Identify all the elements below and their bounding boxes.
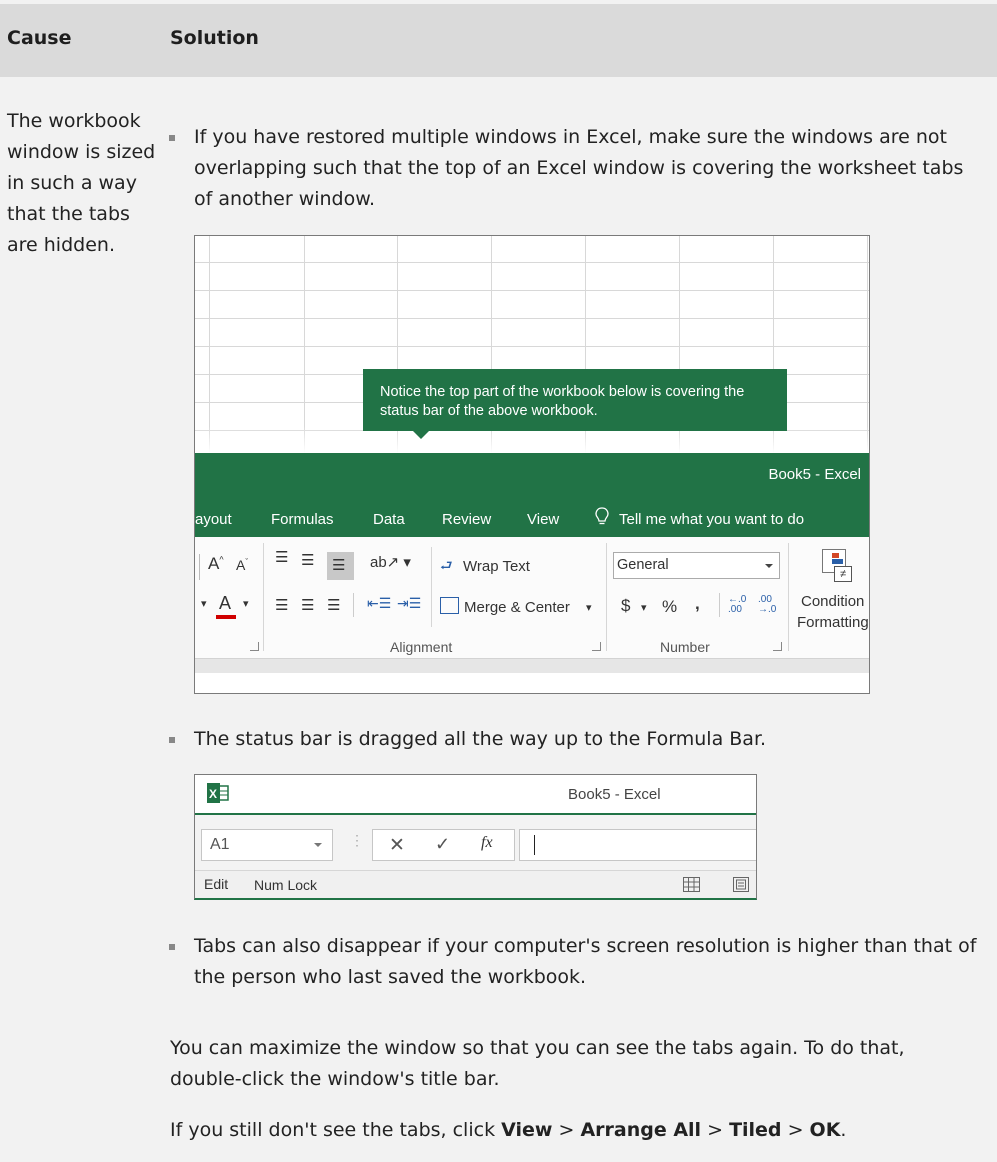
dropdown-arrow-icon[interactable]: ▾ <box>201 598 207 610</box>
bottom-align-icon: ☰ <box>332 557 346 574</box>
increase-decimal-icon[interactable]: ←.0 .00 <box>728 594 747 615</box>
table-header-row <box>0 4 997 77</box>
screenshot-overlapping-windows <box>194 235 870 694</box>
command-view: View <box>501 1119 553 1141</box>
font-dialog-launcher-icon[interactable] <box>250 642 259 651</box>
formula-bar <box>195 813 757 872</box>
conditional-formatting-icon[interactable]: ≠ <box>822 549 852 581</box>
command-arrange-all: Arrange All <box>580 1119 702 1141</box>
tab-review[interactable]: Review <box>442 511 492 528</box>
insert-function-icon[interactable]: fx <box>481 834 493 851</box>
formula-buttons <box>372 829 515 861</box>
cancel-icon[interactable]: ✕ <box>389 835 405 856</box>
conditional-formatting-label-1[interactable]: Condition <box>801 593 865 610</box>
arrange-paragraph <box>170 1115 970 1146</box>
tab-data[interactable]: Data <box>373 511 405 528</box>
merge-dropdown-icon[interactable]: ▾ <box>586 602 592 614</box>
separator: > <box>781 1119 810 1141</box>
hidden-status-bar <box>195 658 869 673</box>
percent-button[interactable]: % <box>662 597 678 616</box>
align-left-icon[interactable]: ☰ <box>275 597 289 614</box>
conditional-formatting-label-2[interactable]: Formatting <box>797 614 869 631</box>
font-color-swatch <box>216 615 236 619</box>
header-cause: Cause <box>7 27 72 49</box>
wrap-text-icon[interactable]: ⮐ <box>440 557 453 573</box>
name-box-value: A1 <box>210 836 230 853</box>
text-caret <box>534 835 535 855</box>
font-color-icon[interactable]: A <box>219 593 232 613</box>
svg-text:X: X <box>209 787 218 801</box>
arrange-prefix: If you still don't see the tabs, click <box>170 1119 502 1141</box>
tab-page-layout[interactable]: ayout <box>195 511 232 528</box>
increase-indent-icon[interactable]: ⇥☰ <box>397 595 422 611</box>
group-label-alignment: Alignment <box>390 639 453 655</box>
excel-title-and-tabs <box>195 453 869 537</box>
number-dialog-launcher-icon[interactable] <box>773 642 782 651</box>
command-tiled: Tiled <box>729 1119 782 1141</box>
merge-center-icon[interactable] <box>440 597 459 614</box>
lightbulb-icon <box>595 507 609 527</box>
resize-handle-icon[interactable]: ⋮ <box>350 832 364 848</box>
top-align-icon[interactable]: ☰ <box>275 549 290 566</box>
tell-me-search[interactable]: Tell me what you want to do <box>619 511 805 528</box>
excel-logo-icon <box>207 783 229 803</box>
page-layout-view-icon[interactable] <box>733 877 749 892</box>
tab-formulas[interactable]: Formulas <box>271 511 334 528</box>
orientation-icon[interactable]: ab↗ ▾ <box>370 554 411 571</box>
solution-bullet-2: The status bar is dragged all the way up to the Formula Bar. <box>194 724 984 755</box>
number-format-select[interactable] <box>613 552 780 579</box>
status-num-lock: Num Lock <box>254 877 318 893</box>
middle-align-icon[interactable]: ☰ <box>301 552 315 569</box>
arrange-suffix: . <box>840 1119 847 1141</box>
normal-view-icon[interactable] <box>683 877 700 892</box>
wrap-text-button[interactable]: Wrap Text <box>463 558 530 575</box>
separator: > <box>701 1119 730 1141</box>
solution-bullet-1: If you have restored multiple windows in Excel, make sure the windows are not overlapping such that the top of an Excel window is covering the worksheet tabs of another window. <box>194 122 984 215</box>
number-format-value: General <box>617 557 669 573</box>
separator: > <box>552 1119 581 1141</box>
decrease-font-icon[interactable]: $A^ˇ$ <box>236 557 249 573</box>
tab-view[interactable]: View <box>527 511 560 528</box>
decrease-indent-icon[interactable]: ⇤☰ <box>367 595 392 611</box>
align-center-icon[interactable]: ☰ <box>301 597 315 614</box>
enter-check-icon[interactable]: ✓ <box>435 834 451 854</box>
font-color-dropdown-icon[interactable]: ▾ <box>243 598 249 610</box>
maximize-paragraph: You can maximize the window so that you can see the tabs again. To do that, double-click the window's title bar. <box>170 1037 905 1090</box>
align-right-icon[interactable]: ☰ <box>327 597 341 614</box>
window-title: Book5 - Excel <box>768 466 861 483</box>
solution-bullet-3: Tabs can also disappear if your computer's screen resolution is higher than that of the person who last saved the workbook. <box>194 931 984 993</box>
comma-button[interactable]: , <box>695 594 700 613</box>
name-box[interactable] <box>201 829 333 861</box>
callout-tooltip: Notice the top part of the workbook below is covering the status bar of the above workbook. <box>363 369 787 431</box>
formula-input[interactable] <box>519 829 757 861</box>
chevron-down-icon <box>314 843 322 847</box>
status-edit: Edit <box>204 876 229 892</box>
group-label-number: Number <box>660 639 710 655</box>
chevron-down-icon <box>765 564 773 568</box>
header-solution: Solution <box>170 27 259 49</box>
merge-center-button[interactable]: Merge & Center <box>464 599 570 616</box>
decrease-decimal-icon[interactable]: .00 →.0 <box>758 594 777 615</box>
currency-dropdown-icon[interactable]: ▾ <box>641 602 647 614</box>
ribbon <box>195 537 869 658</box>
window-title: Book5 - Excel <box>568 786 661 803</box>
callout-tail <box>413 431 429 439</box>
screenshot-status-bar-dragged <box>194 774 757 900</box>
increase-font-icon[interactable]: A^ <box>208 554 224 573</box>
cause-cell-text: The workbook window is sized in such a way that the tabs are hidden. <box>7 110 156 256</box>
command-ok: OK <box>809 1119 841 1141</box>
status-bar <box>195 870 757 900</box>
alignment-dialog-launcher-icon[interactable] <box>592 642 601 651</box>
currency-button[interactable]: $ <box>621 596 631 615</box>
